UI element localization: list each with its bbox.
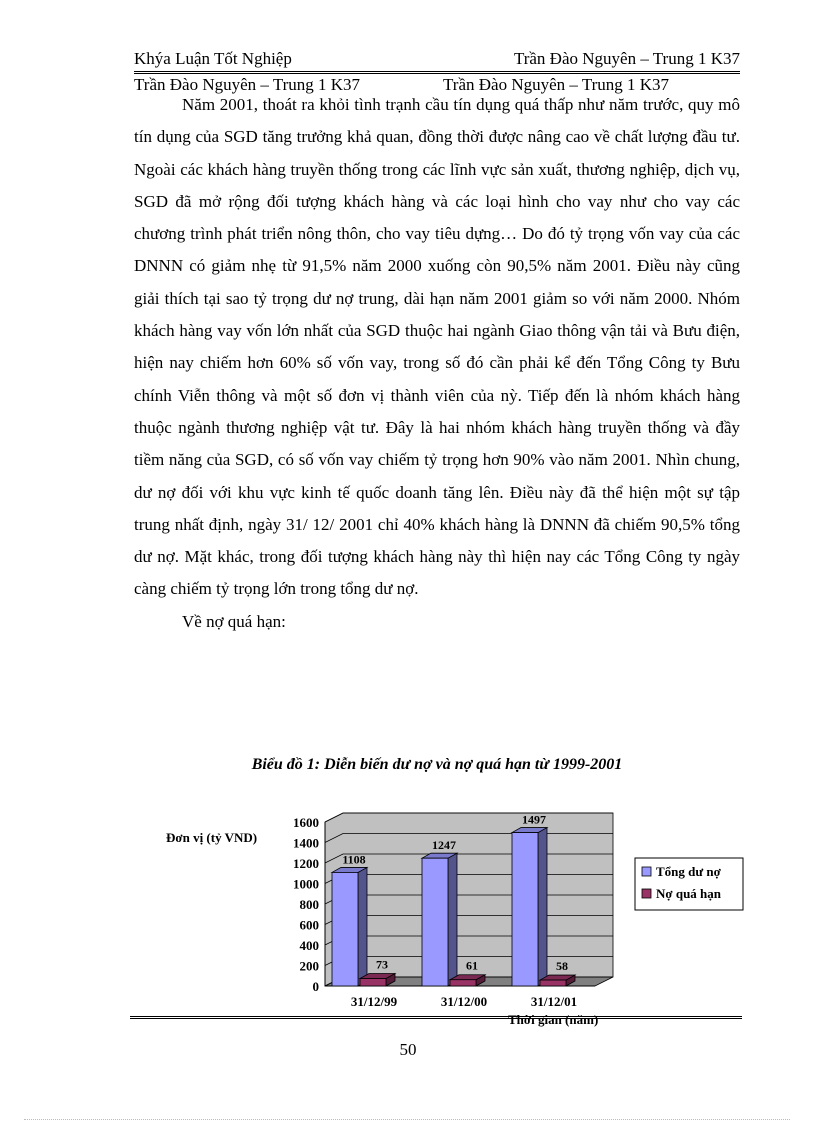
bar-total-debt <box>422 858 448 986</box>
bar-total-debt <box>512 833 538 986</box>
data-label: 73 <box>376 957 388 972</box>
bar-overdue-debt <box>450 980 476 986</box>
y-tick-label: 1200 <box>293 856 319 871</box>
x-axis-title: Thời gian (năm) <box>508 1012 599 1027</box>
paragraph-1: Năm 2001, thoát ra khỏi tình trạnh cầu tín dụng quá thấp như năm trước, quy mô tín dụng của SGD tăng trưởng khả quan, đồng thời được nâng cao về chất lượng đầu tư. Ngoài các khách hàng truyền thống trong các lĩnh vực sản xuất, thương nghiệp, dịch vụ, SGD đã mở rộng đối tượng khách hàng và các loại hình cho vay như cho vay các chương trình phát triển nông thôn, cho vay tiêu dựng… Do đó tỷ trọng vốn vay của các DNNN có giảm nhẹ từ 91,5% năm 2000 xuống còn 90,5% năm 2001. Điều này cũng giải thích tại sao tỷ trọng dư nợ trung, dài hạn năm 2001 giảm so với năm 2000. Nhóm khách hàng vay vốn lớn nhất của SGD thuộc hai ngành Giao thông vận tải và Bưu điện, hiện nay chiếm hơn 60% số vốn vay, trong số đó cần phải kể đến Tổng Công ty Bưu chính Viễn thông và một số đơn vị thành viên của nỳ. Tiếp đến là nhóm khách hàng thuộc ngành thương nghiệp vật tư. Đây là hai nhóm khách hàng truyền thống và đầy tiềm năng của SGD, có số vốn vay chiếm tỷ trọng hơn 90% vào năm 2001. Nhìn chung, dư nợ đối với khu vực kinh tế quốc doanh tăng lên. Điều này đã thể hiện một sự tập trung nhất định, ngày 31/ 12/ 2001 chỉ 40% khách hàng là DNNN đã chiếm 90,5% tổng dư nợ. Mặt khác, trong đối tượng khách hàng này thì hiện nay các Tổng Công ty ngày càng chiếm tỷ trọng lớn trong tổng dư nợ. <box>134 95 740 599</box>
data-label: 1108 <box>342 852 366 867</box>
paragraph-2: Về nợ quá hạn: <box>182 611 286 631</box>
data-label: 1247 <box>432 838 456 853</box>
legend-swatch <box>642 889 651 898</box>
header-right: Trần Đào Nguyên – Trung 1 K37 <box>513 49 740 68</box>
page-header <box>134 49 740 69</box>
y-tick-label: 1400 <box>293 835 319 851</box>
y-tick-label: 800 <box>299 897 319 912</box>
data-label: 1497 <box>522 812 546 827</box>
x-tick-label: 31/12/00 <box>440 994 488 1009</box>
bar-side <box>448 853 457 986</box>
header-rule <box>134 71 740 74</box>
y-axis-title: Đơn vị (tỷ VND) <box>166 830 258 845</box>
bar-side <box>538 828 547 986</box>
bar-chart <box>160 800 760 1030</box>
y-tick-label: 1600 <box>293 815 319 830</box>
y-tick-label: 1000 <box>293 876 319 892</box>
bar-overdue-debt <box>540 980 566 986</box>
legend-label: Nợ quá hạn <box>656 886 722 901</box>
y-tick-label: 200 <box>299 958 319 974</box>
header-repeat-1: Trần Đào Nguyên – Trung 1 K37 <box>134 75 361 94</box>
chart-title: Biểu đồ 1: Diễn biến dư nợ và nợ quá hạn từ 1999-2001 <box>251 756 623 773</box>
x-tick-label: 31/12/99 <box>350 994 398 1009</box>
x-tick-label: 31/12/01 <box>530 994 578 1009</box>
y-tick-label: 0 <box>312 979 319 994</box>
bar-side <box>358 867 367 986</box>
y-tick-label: 400 <box>299 938 319 953</box>
data-label: 61 <box>466 958 478 973</box>
body-text <box>134 89 740 638</box>
legend-swatch <box>642 867 651 876</box>
data-label: 58 <box>556 959 568 974</box>
bar-overdue-debt <box>360 979 386 986</box>
footer-rule <box>130 1016 742 1019</box>
y-tick-label: 600 <box>299 917 319 933</box>
bar-total-debt <box>332 872 358 986</box>
header-left: Khýa Luận Tốt Nghiệp <box>134 49 292 68</box>
legend-label: Tổng dư nợ <box>656 864 721 879</box>
page-number: 50 <box>399 1040 417 1059</box>
page-bottom-edge <box>24 1119 790 1120</box>
header-repeat-2: Trần Đào Nguyên – Trung 1 K37 <box>443 75 670 94</box>
